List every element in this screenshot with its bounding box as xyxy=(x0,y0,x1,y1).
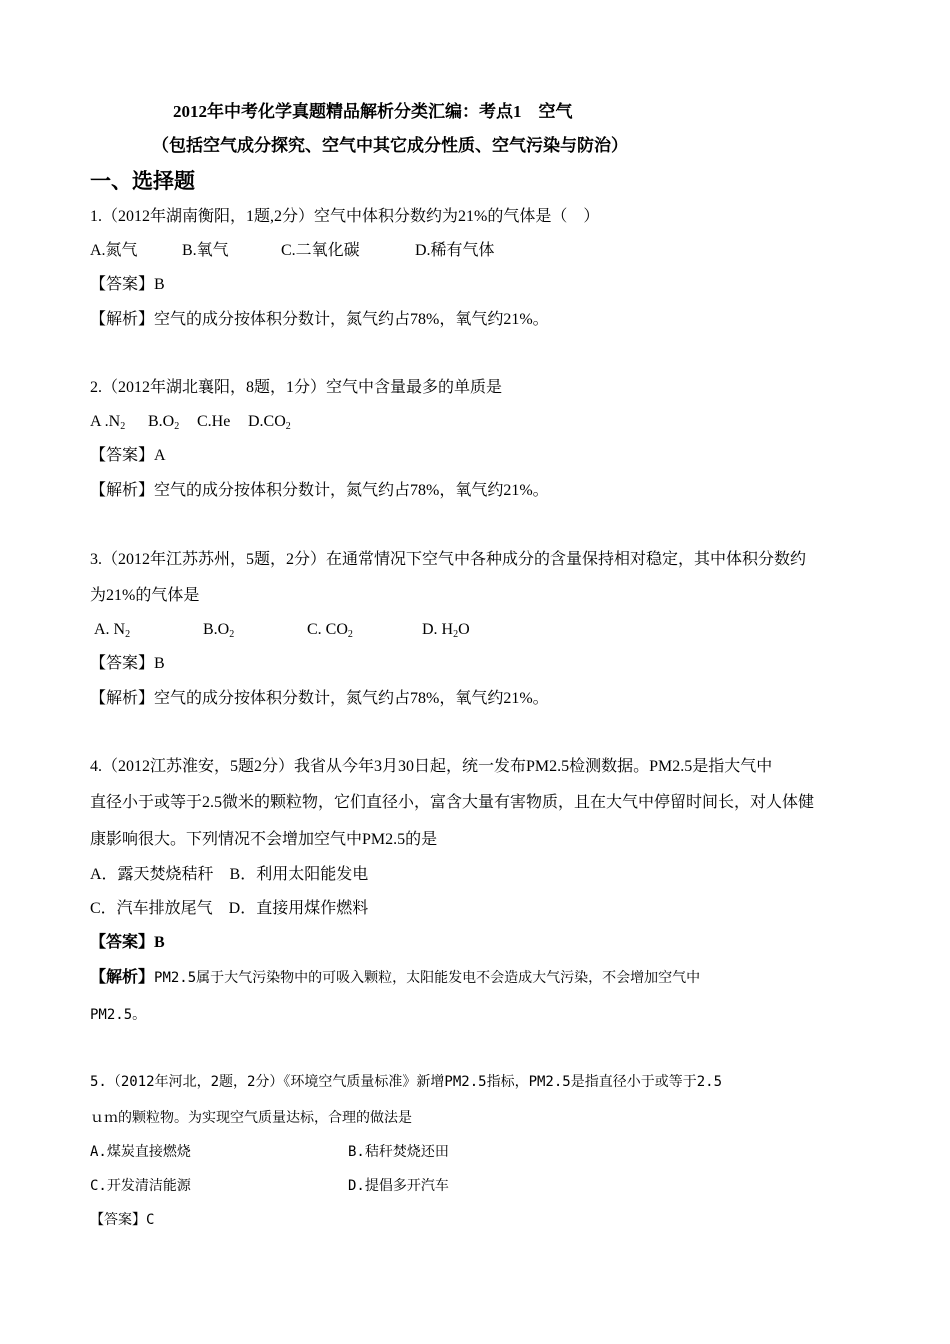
q2-option-c: C.He xyxy=(197,413,231,430)
q3-option-a xyxy=(94,620,130,640)
q4-analysis-text: PM2.5属于大气污染物中的可吸入颗粒，太阳能发电不会造成大气污染，不会增加空气中 xyxy=(154,970,701,986)
q3-option-b xyxy=(203,620,234,640)
q1-answer: 【答案】B xyxy=(90,276,165,293)
q3-stem-line1: 3.（2012年江苏苏州，5题，2分）在通常情况下空气中各种成分的含量保持相对稳定，其中体积分数约 xyxy=(90,551,807,568)
q5-option-b: B.秸秆焚烧还田 xyxy=(348,1144,449,1160)
q2-stem: 2.（2012年湖北襄阳，8题，1分）空气中含量最多的单质是 xyxy=(90,379,503,396)
section-heading: 一、选择题 xyxy=(90,169,195,193)
q3-stem-line2: 为21%的气体是 xyxy=(90,587,200,604)
q4-answer: 【答案】B xyxy=(90,934,165,951)
q3-option-d-text-end: O xyxy=(458,621,470,638)
q2-option-a xyxy=(90,412,125,432)
q3-option-d-text: D. H xyxy=(422,621,454,638)
q4-options-line2: C．汽车排放尾气 D．直接用煤作燃料 xyxy=(90,900,369,917)
q2-option-b-sub: 2 xyxy=(174,421,180,432)
q4-stem-line2: 直径小于或等于2.5微米的颗粒物，它们直径小，富含大量有害物质，且在大气中停留时间长，对人体健 xyxy=(90,794,815,811)
q1-option-c: C.二氧化碳 xyxy=(281,242,360,259)
q2-option-a-sub: 2 xyxy=(120,421,126,432)
q2-option-b xyxy=(148,412,179,432)
q5-stem-line1: 5.（2012年河北，2题，2分）《环境空气质量标准》新增PM2.5指标，PM2.5是指直径小于或等于2.5 xyxy=(90,1074,723,1090)
q2-option-d-text: D.CO xyxy=(248,413,286,430)
q3-analysis: 【解析】空气的成分按体积分数计，氮气约占78%，氧气约21%。 xyxy=(90,690,549,707)
q3-option-b-sub: 2 xyxy=(229,629,235,640)
q5-stem-line2: ｕｍ的颗粒物。为实现空气质量达标，合理的做法是 xyxy=(90,1110,412,1126)
q2-option-d xyxy=(248,412,291,432)
q2-analysis: 【解析】空气的成分按体积分数计，氮气约占78%，氧气约21%。 xyxy=(90,482,549,499)
q4-options-line1: A．露天焚烧秸秆 B．利用太阳能发电 xyxy=(90,866,369,883)
q1-option-d: D.稀有气体 xyxy=(415,242,495,259)
q3-option-a-text: A. N xyxy=(94,621,126,638)
document-title: 2012年中考化学真题精品解析分类汇编：考点1 空气 xyxy=(173,102,573,121)
q1-option-b: B.氧气 xyxy=(182,242,229,259)
document-subtitle: （包括空气成分探究、空气中其它成分性质、空气污染与防治） xyxy=(152,136,628,155)
q2-option-a-text: A .N xyxy=(90,413,121,430)
q3-option-c xyxy=(307,620,353,640)
q4-stem-line3: 康影响很大。下列情况不会增加空气中PM2.5的是 xyxy=(90,831,438,848)
q2-option-d-sub: 2 xyxy=(285,421,291,432)
q1-analysis: 【解析】空气的成分按体积分数计，氮气约占78%，氧气约21%。 xyxy=(90,311,549,328)
q2-option-b-text: B.O xyxy=(148,413,175,430)
q1-option-a: A.氮气 xyxy=(90,242,138,259)
q5-option-a: A.煤炭直接燃烧 xyxy=(90,1144,191,1160)
q3-option-a-sub: 2 xyxy=(125,629,131,640)
q3-option-b-text: B.O xyxy=(203,621,230,638)
q1-stem: 1.（2012年湖南衡阳，1题,2分）空气中体积分数约为21%的气体是（ ） xyxy=(90,208,600,225)
q3-answer: 【答案】B xyxy=(90,655,165,672)
q5-option-c: C.开发清洁能源 xyxy=(90,1178,191,1194)
q3-option-c-sub: 2 xyxy=(347,629,353,640)
q5-option-d: D.提倡多开汽车 xyxy=(348,1178,449,1194)
q4-stem-line1: 4.（2012江苏淮安，5题2分）我省从今年3月30日起，统一发布PM2.5检测数据。PM2.5是指大气中 xyxy=(90,758,773,775)
q3-option-d xyxy=(422,620,470,640)
q2-answer: 【答案】A xyxy=(90,447,166,464)
q3-option-c-text: C. CO xyxy=(307,621,348,638)
q4-analysis-line2: PM2.5。 xyxy=(90,1007,147,1023)
q5-answer: 【答案】C xyxy=(90,1212,155,1228)
q4-analysis-line1 xyxy=(90,968,700,988)
q4-analysis-label: 【解析】 xyxy=(90,969,155,986)
q3-option-d-sub: 2 xyxy=(453,629,459,640)
